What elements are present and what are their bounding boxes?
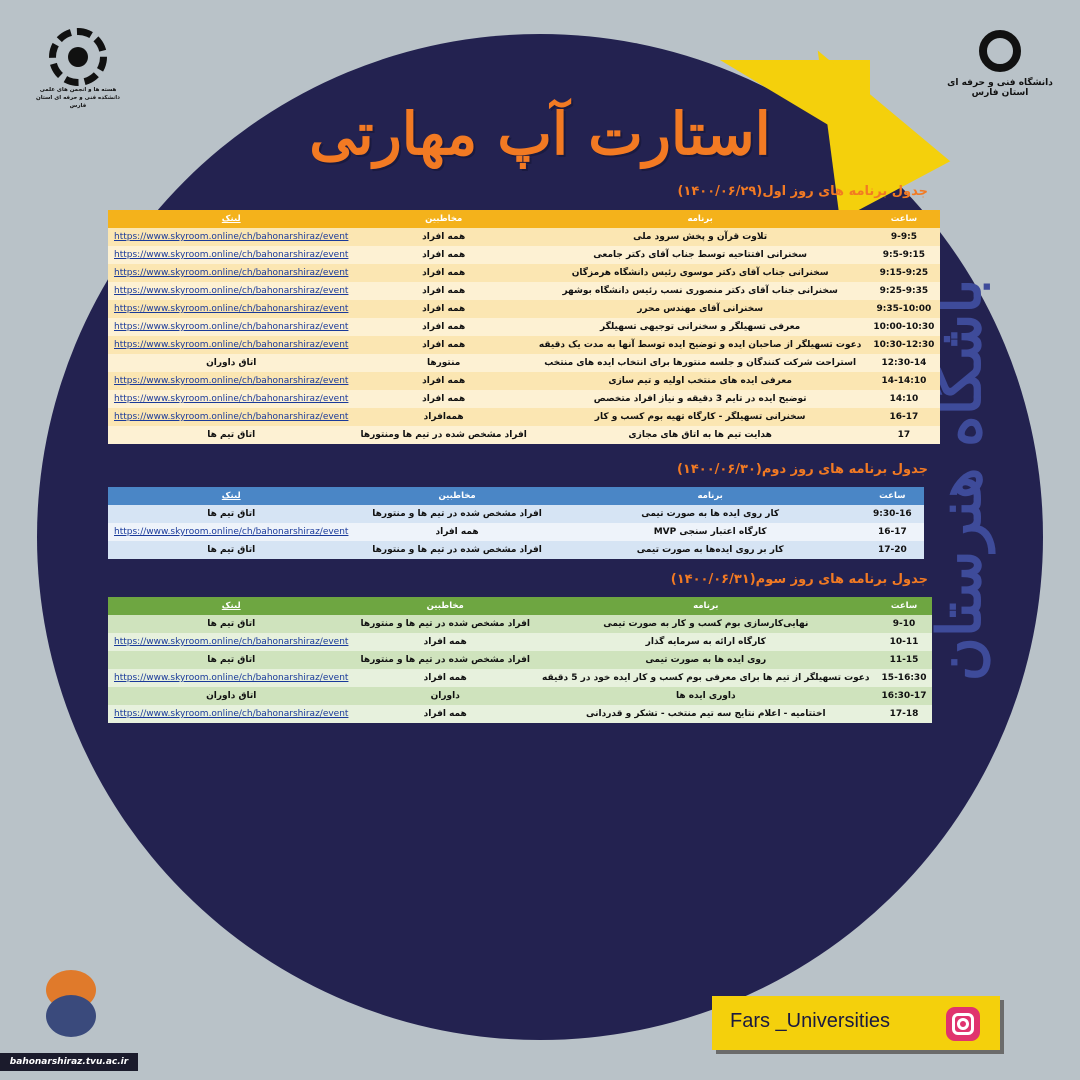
footer-url[interactable]: bahonarshiraz.tvu.ac.ir	[0, 1053, 138, 1071]
event-link[interactable]: https://www.skyroom.online/ch/bahonarshiraz/event	[114, 412, 349, 422]
room-cell: اتاق تیم ها	[207, 430, 256, 440]
time-cell: 15-16:30	[881, 673, 927, 683]
audience-cell: افراد مشخص شده در تیم ها و منتورها	[372, 509, 542, 519]
audience-cell: همه افراد	[435, 527, 479, 537]
audience-cell: افراد مشخص شده در تیم ها و منتورها	[360, 619, 531, 629]
audience-cell: منتورها	[426, 358, 461, 368]
time-cell: 10-11	[889, 637, 919, 647]
audience-cell: همه افراد	[422, 376, 466, 386]
event-link[interactable]: https://www.skyroom.online/ch/bahonarshiraz/event	[114, 286, 349, 296]
header-cell: مخاطبین	[425, 214, 463, 224]
table-row	[108, 336, 940, 354]
event-link[interactable]: https://www.skyroom.online/ch/bahonarshiraz/event	[114, 340, 349, 350]
header-cell: ساعت	[879, 491, 906, 501]
table-row	[108, 264, 940, 282]
header-cell: لینک	[221, 601, 241, 611]
event-link[interactable]: https://www.skyroom.online/ch/bahonarshiraz/event	[114, 322, 349, 332]
program-cell: دعوت تسهیلگر از تیم ها برای معرفی بوم کسب و کار ایده خود در 5 دقیقه	[542, 673, 870, 683]
program-cell: معرفی ایده های منتخب اولیه و تیم سازی	[608, 376, 792, 386]
header-cell: ساعت	[890, 601, 918, 611]
audience-cell: همه افراد	[422, 394, 466, 404]
audience-cell: همه‌افراد	[423, 412, 464, 422]
audience-cell: همه افراد	[422, 250, 466, 260]
program-cell: کار روی ایده ها به صورت تیمی	[641, 509, 780, 519]
program-cell: اختتامیه - اعلام نتایج سه تیم منتخب - تشکر و قدردانی	[586, 709, 826, 719]
table-row	[108, 372, 940, 390]
table-row	[108, 651, 932, 669]
audience-cell: همه افراد	[422, 268, 466, 278]
table-row	[108, 390, 940, 408]
program-cell: نهایی‌کارسازی بوم کسب و کار به صورت تیمی	[603, 619, 809, 629]
room-cell: اتاق تیم ها	[207, 655, 256, 665]
table-row	[108, 426, 940, 444]
program-cell: معرفی تسهیلگر و سخنرانی توجیهی تسهیلگر	[600, 322, 801, 332]
table-row	[108, 505, 924, 523]
program-cell: هدایت تیم ها به اتاق های مجازی	[628, 430, 772, 440]
room-cell: اتاق داوران	[206, 691, 257, 701]
time-cell: 14:10	[889, 394, 919, 404]
program-cell: کار بر روی ایده‌ها به صورت تیمی	[636, 545, 784, 555]
audience-cell: افراد مشخص شده در تیم ها ومنتورها	[360, 430, 527, 440]
header-cell: برنامه	[693, 601, 719, 611]
time-cell: 11-15	[889, 655, 919, 665]
time-cell: 17-18	[889, 709, 919, 719]
table-row	[108, 282, 940, 300]
program-cell: سخنرانی جناب آقای دکتر منصوری نسب رئیس دانشگاه بوشهر	[562, 286, 838, 296]
time-cell: 9:30-16	[873, 509, 912, 519]
audience-cell: همه افراد	[422, 232, 466, 242]
program-cell: سخنرانی تسهیلگر - کارگاه تهیه بوم کسب و کار	[594, 412, 806, 422]
time-cell: 12:30-14	[881, 358, 927, 368]
instagram-handle[interactable]: Fars _Universities	[730, 1010, 891, 1032]
table-row	[108, 408, 940, 426]
program-cell: استراحت شرکت کنندگان و جلسه منتورها برای انتخاب ایده های منتخب	[544, 358, 857, 368]
header-cell: ساعت	[890, 214, 918, 224]
event-link[interactable]: https://www.skyroom.online/ch/bahonarshiraz/event	[114, 232, 349, 242]
room-cell: اتاق داوران	[206, 358, 257, 368]
event-link[interactable]: https://www.skyroom.online/ch/bahonarshiraz/event	[114, 527, 349, 537]
time-cell: 9-9:5	[890, 232, 917, 242]
header-cell: مخاطبین	[426, 601, 464, 611]
audience-cell: همه افراد	[422, 322, 466, 332]
day2-heading: جدول برنامه های روز دوم(۱۴۰۰/۰۶/۳۰)	[676, 462, 928, 477]
program-cell: سخنرانی افتتاحیه توسط جناب آقای دکتر جامعی	[593, 250, 808, 260]
table-row	[108, 705, 932, 723]
day1-heading: جدول برنامه های روز اول(۱۴۰۰/۰۶/۲۹)	[677, 184, 928, 199]
event-link[interactable]: https://www.skyroom.online/ch/bahonarshiraz/event	[114, 250, 349, 260]
audience-cell: همه افراد	[422, 286, 466, 296]
table-row	[108, 318, 940, 336]
time-cell: 17	[897, 430, 911, 440]
day2-table	[108, 487, 924, 559]
table-row	[108, 669, 932, 687]
audience-cell: همه افراد	[422, 340, 466, 350]
header-cell: مخاطبین	[438, 491, 476, 501]
audience-cell: افراد مشخص شده در تیم ها و منتورها	[372, 545, 542, 555]
header-cell: لینک	[221, 214, 241, 224]
program-cell: داوری ایده ها	[675, 691, 736, 701]
room-cell: اتاق تیم ها	[207, 509, 256, 519]
time-cell: 14-14:10	[881, 376, 927, 386]
table-row	[108, 228, 940, 246]
room-cell: اتاق تیم ها	[207, 619, 256, 629]
university-mark-icon	[979, 30, 1021, 72]
honar-logo	[38, 950, 108, 1045]
left-logo-caption: هسته ها و انجمن های علمی دانشکده فنی و حرفه ای استان فارس	[36, 87, 120, 109]
time-cell: 9:15-9:25	[879, 268, 929, 278]
event-link[interactable]: https://www.skyroom.online/ch/bahonarshiraz/event	[114, 376, 349, 386]
table-row	[108, 633, 932, 651]
event-link[interactable]: https://www.skyroom.online/ch/bahonarshiraz/event	[114, 304, 349, 314]
event-link[interactable]: https://www.skyroom.online/ch/bahonarshiraz/event	[114, 394, 349, 404]
header-cell: لینک	[221, 491, 241, 501]
table-row	[108, 615, 932, 633]
university-logo	[940, 30, 1060, 110]
day3-table	[108, 597, 932, 723]
time-cell: 16-17	[889, 412, 919, 422]
time-cell: 16:30-17	[881, 691, 927, 701]
event-link[interactable]: https://www.skyroom.online/ch/bahonarshiraz/event	[114, 673, 349, 683]
audience-cell: همه افراد	[423, 673, 467, 683]
time-cell: 16-17	[877, 527, 907, 537]
table-row	[108, 541, 924, 559]
audience-cell: افراد مشخص شده در تیم ها و منتورها	[360, 655, 531, 665]
audience-cell: همه افراد	[423, 637, 467, 647]
audience-cell: داوران	[430, 691, 460, 701]
instagram-banner[interactable]	[712, 996, 1000, 1050]
vertical-decor-text: باشگاه هنرستان	[925, 278, 995, 682]
event-link[interactable]: https://www.skyroom.online/ch/bahonarshiraz/event	[114, 268, 349, 278]
time-cell: 17-20	[877, 545, 907, 555]
time-cell: 9:5-9:15	[882, 250, 926, 260]
program-cell: سخنرانی جناب آقای دکتر موسوی رئیس دانشگاه هرمزگان	[571, 268, 829, 278]
table-row	[108, 523, 924, 541]
program-cell: دعوت تسهیلگر از صاحبان ایده و توضیح ایده توسط آنها به مدت یک دقیقه	[538, 340, 862, 350]
program-cell: توضیح ایده در تایم 3 دقیقه و نیاز افراد متخصص	[593, 394, 807, 404]
event-link[interactable]: https://www.skyroom.online/ch/bahonarshiraz/event	[114, 709, 349, 719]
header-cell: برنامه	[687, 214, 713, 224]
program-cell: روی ایده ها به صورت تیمی	[645, 655, 767, 665]
right-logo-caption: دانشگاه فنی و حرفه ای استان فارس	[947, 78, 1053, 98]
instagram-icon[interactable]	[946, 1007, 980, 1041]
scientific-association-logo	[28, 28, 128, 123]
program-cell: تلاوت قرآن و پخش سرود ملی	[633, 232, 768, 242]
audience-cell: همه افراد	[422, 304, 466, 314]
audience-cell: همه افراد	[423, 709, 467, 719]
blue-shape-icon	[46, 995, 96, 1037]
table-row	[108, 300, 940, 318]
day3-heading: جدول برنامه های روز سوم(۱۴۰۰/۰۶/۳۱)	[670, 572, 928, 587]
event-link[interactable]: https://www.skyroom.online/ch/bahonarshiraz/event	[114, 637, 349, 647]
day1-table	[108, 210, 940, 444]
time-cell: 9:35-10:00	[876, 304, 932, 314]
header-cell: برنامه	[697, 491, 723, 501]
time-cell: 10:30-12:30	[873, 340, 935, 350]
time-cell: 9-10	[892, 619, 916, 629]
time-cell: 10:00-10:30	[873, 322, 935, 332]
gear-icon	[49, 28, 107, 86]
program-cell: کارگاه ارائه به سرمایه گذار	[645, 637, 766, 647]
program-cell: سخنرانی آقای مهندس محرر	[637, 304, 764, 314]
table-row	[108, 354, 940, 372]
room-cell: اتاق تیم ها	[207, 545, 256, 555]
program-cell: کارگاه اعتبار سنجی MVP	[653, 527, 767, 537]
table-row	[108, 246, 940, 264]
time-cell: 9:25-9:35	[879, 286, 929, 296]
page-title: استارت آپ مهارتی	[309, 100, 771, 168]
table-row	[108, 687, 932, 705]
